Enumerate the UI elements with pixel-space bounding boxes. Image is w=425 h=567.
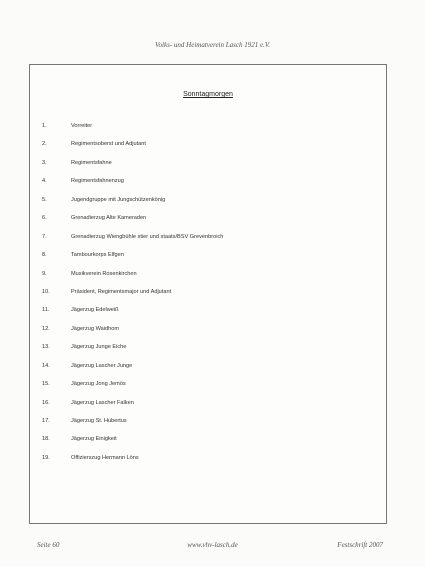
list-item	[30, 400, 386, 418]
list-item-text: Jägerzug Lascher Falken	[71, 399, 134, 406]
list-item	[30, 344, 386, 362]
list-item-text: Regimentsfahne	[71, 159, 112, 166]
list-item-number: 4.	[42, 178, 47, 185]
list-item-number: 6.	[42, 215, 47, 222]
parade-order-list	[30, 123, 386, 473]
list-item	[30, 455, 386, 473]
content-frame	[29, 64, 387, 524]
list-item-text: Jägerzug St. Hubertus	[71, 418, 127, 424]
list-item-number: 19.	[42, 454, 50, 461]
list-item-text: Jägerzug Jong Jemös	[71, 381, 126, 388]
list-item-text: Jägerzug Junge Eiche	[71, 344, 127, 351]
list-item	[30, 178, 386, 196]
list-item	[30, 141, 386, 159]
list-item-text: Tambourkorps Elfgen	[71, 252, 124, 259]
list-item-text: Jägerzug Lascher Junge	[71, 362, 133, 369]
list-item	[30, 160, 386, 178]
list-item	[30, 234, 386, 252]
page-footer	[0, 541, 425, 551]
list-item-number: 13.	[42, 344, 50, 351]
list-item	[30, 271, 386, 289]
footer-publication: Festschrift 2007	[337, 541, 383, 549]
list-item-number: 10.	[42, 288, 50, 295]
list-item-number: 11.	[42, 307, 50, 314]
list-item-text: Regimentsoberst und Adjutant	[71, 141, 146, 148]
list-item-number: 5.	[42, 196, 47, 203]
list-item-number: 14.	[42, 362, 50, 369]
list-item	[30, 215, 386, 233]
list-item-number: 18.	[42, 436, 50, 443]
list-item-text: Präsident, Regimentsmajor und Adjutant	[71, 288, 172, 295]
list-item-text: Jugendgruppe mit Jungschützenkönig	[71, 196, 166, 203]
list-item-text: Jägerzug Einigkeit	[71, 436, 117, 443]
list-item	[30, 252, 386, 270]
list-item-text: Jägerzug Edelweiß	[71, 307, 119, 314]
list-item-text: Jägerzug Waidhorn	[71, 325, 120, 332]
list-item-text: Regimentsfahnenzug	[71, 178, 124, 185]
list-item-number: 17.	[42, 418, 50, 424]
list-item-number: 12.	[42, 325, 50, 332]
list-item	[30, 123, 386, 141]
list-item-number: 15.	[42, 381, 50, 388]
footer-page-number: Seite 60	[37, 541, 60, 549]
list-item-number: 8.	[42, 252, 47, 259]
list-item	[30, 381, 386, 399]
list-item-text: Vorreiter	[71, 123, 93, 129]
list-item	[30, 363, 386, 381]
list-item	[30, 289, 386, 307]
list-item-number: 1.	[42, 123, 47, 129]
page-title: Sonntagmorgen	[183, 91, 233, 98]
list-item-text: Offizierszug Hermann Löns	[71, 454, 139, 461]
page-header: Volks- und Heimatverein Lasch 1921 e.V.	[155, 41, 270, 49]
list-item-text: Musikverein Rosenkirchen	[71, 270, 137, 277]
list-item-number: 7.	[42, 233, 47, 240]
list-item	[30, 307, 386, 325]
list-item-text: Grenadierzug Wiengbühle stier und staats/BSV Grevenbroich	[71, 233, 224, 240]
list-item-number: 3.	[42, 159, 47, 166]
list-item	[30, 436, 386, 454]
list-item	[30, 197, 386, 215]
list-item	[30, 326, 386, 344]
list-item-number: 16.	[42, 399, 50, 406]
list-item	[30, 418, 386, 436]
footer-website: www.vhv-lasch.de	[187, 541, 238, 549]
list-item-text: Grenadierzug Alte Kameraden	[71, 215, 147, 222]
list-item-number: 2.	[42, 141, 47, 148]
list-item-number: 9.	[42, 270, 47, 277]
